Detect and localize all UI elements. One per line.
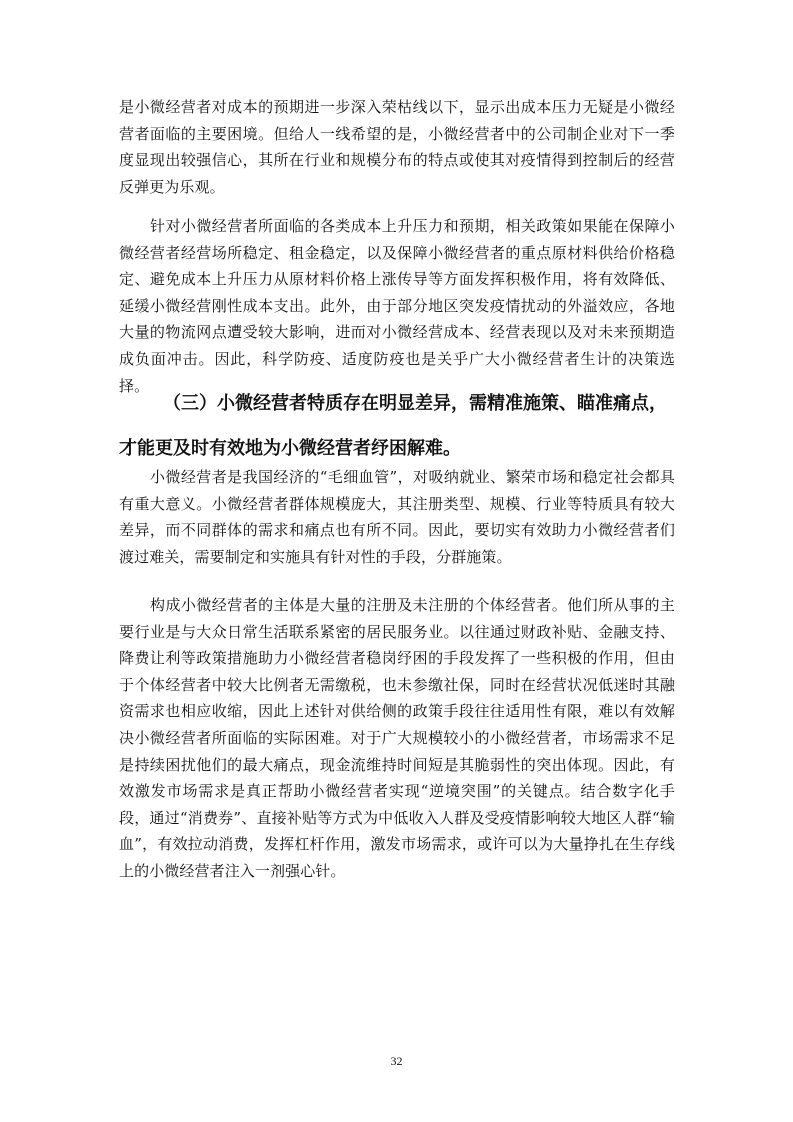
paragraph-capillaries: 小微经营者是我国经济的“毛细血管”，对吸纳就业、繁荣市场和稳定社会都具有重大意义。小微经营者群体规模庞大，其注册类型、规模、行业等特质具有较大差异，而不同群体的需求和痛点也有所不同。因此，要切实有效助力小微经营者们渡过难关，需要制定和实施具有针对性的手段，分群施策。: [119, 468, 675, 566]
section-heading-line-2: 才能更及时有效地为小微经营者纾困解难。: [119, 438, 461, 459]
paragraph-cost-pressure: 是小微经营者对成本的预期进一步深入荣枯线以下，显示出成本压力无疑是小微经营者面临的主要困境。但给人一线希望的是，小微经营者中的公司制企业对下一季度显现出较强信心，其所在行业和规模分布的特点或使其对疫情得到控制后的经营反弹更为乐观。: [119, 98, 675, 196]
page-number: 32: [390, 1054, 403, 1068]
section-heading: [119, 381, 679, 471]
paragraph-individual-operators: 构成小微经营者的主体是大量的注册及未注册的个体经营者。他们所从事的主要行业是与大众日常生活联系紧密的居民服务业。以往通过财政补贴、金融支持、降费让利等政策措施助力小微经营者稳岗纾困的手段发挥了一些积极的作用，但由于个体经营者中较大比例者无需缴税，也未参缴社保，同时在经营状况低迷时其融资需求也相应收缩，因此上述针对供给侧的政策手段往往适用性有限，难以有效解决小微经营者所面临的实际困难。对于广大规模较小的小微经营者，市场需求不足是持续困扰他们的最大痛点，现金流维持时间短是其脆弱性的突出体现。因此，有效激发市场需求是真正帮助小微经营者实现“逆境突围”的关键点。结合数字化手段，通过“消费券”、直接补贴等方式为中低收入人群及受疫情影响较大地区人群“输血”，有效拉动消费，发挥杠杆作用，激发市场需求，或许可以为大量挣扎在生存线上的小微经营者注入一剂强心针。: [119, 596, 675, 880]
paragraph-policy-suggestion: 针对小微经营者所面临的各类成本上升压力和预期，相关政策如果能在保障小微经营者经营场所稳定、租金稳定，以及保障小微经营者的重点原材料供给价格稳定、避免成本上升压力从原材料价格上涨传导等方面发挥积极作用，将有效降低、延缓小微经营刚性成本支出。此外，由于部分地区突发疫情扰动的外溢效应，各地大量的物流网点遭受较大影响，进而对小微经营成本、经营表现以及对未来预期造成负面冲击。因此，科学防疫、适度防疫也是关乎广大小微经营者生计的决策选择。: [119, 217, 675, 395]
section-heading-line-1: （三）小微经营者特质存在明显差异，需精准施策、瞄准痛点，: [163, 393, 667, 414]
